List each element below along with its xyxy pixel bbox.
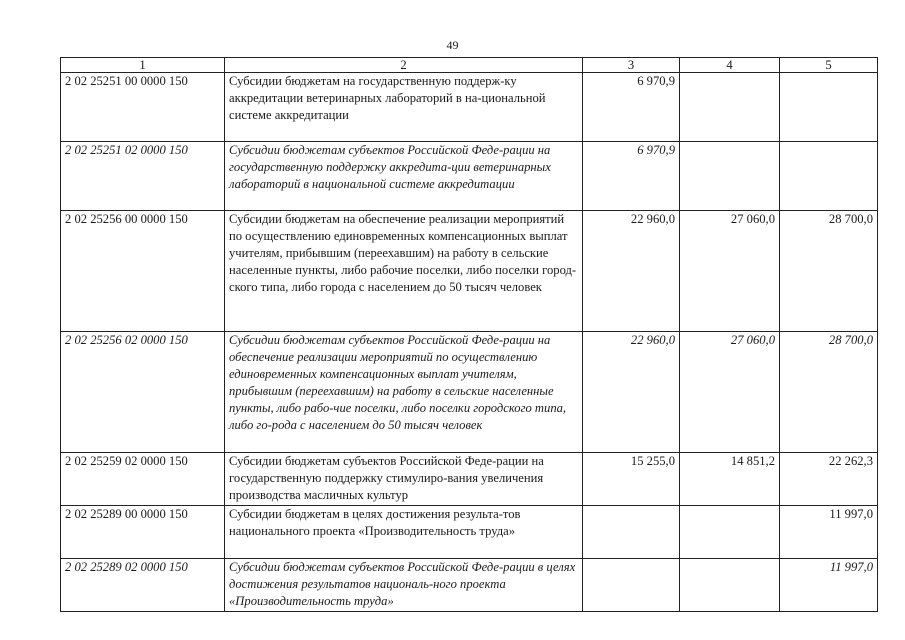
amount-cell bbox=[680, 73, 780, 142]
budget-code-cell: 2 02 25256 02 0000 150 bbox=[61, 332, 225, 453]
table-row bbox=[61, 211, 878, 332]
description-cell: Субсидии бюджетам на государственную поддерж-ку аккредитации ветеринарных лабораторий в на-циональной системе аккредитации bbox=[225, 73, 583, 142]
column-header: 2 bbox=[225, 58, 583, 73]
amount-cell: 27 060,0 bbox=[680, 211, 780, 332]
amount-cell: 6 970,9 bbox=[583, 73, 680, 142]
column-header: 4 bbox=[680, 58, 780, 73]
table-row bbox=[61, 332, 878, 453]
budget-code-cell: 2 02 25289 02 0000 150 bbox=[61, 559, 225, 612]
amount-cell: 14 851,2 bbox=[680, 453, 780, 506]
amount-cell bbox=[780, 142, 878, 211]
description-cell: Субсидии бюджетам субъектов Российской Феде-рации на обеспечение реализации мероприятий по осуществлению единовременных компенсационных выплат учителям, прибывшим (переехавшим) на работу в сельские населенные пункты, либо рабо-чие поселки, либо поселки городского типа, либо го-рода с населением до 50 тысяч человек bbox=[225, 332, 583, 453]
amount-cell bbox=[680, 506, 780, 559]
amount-cell bbox=[780, 73, 878, 142]
column-header: 3 bbox=[583, 58, 680, 73]
description-cell: Субсидии бюджетам в целях достижения результа-тов национального проекта «Производительность труда» bbox=[225, 506, 583, 559]
header-row bbox=[61, 58, 878, 73]
amount-cell: 22 960,0 bbox=[583, 332, 680, 453]
amount-cell: 11 997,0 bbox=[780, 559, 878, 612]
budget-code-cell: 2 02 25256 00 0000 150 bbox=[61, 211, 225, 332]
description-cell: Субсидии бюджетам субъектов Российской Феде-рации в целях достижения результатов националь-ного проекта «Производительность труда» bbox=[225, 559, 583, 612]
table-row bbox=[61, 73, 878, 142]
description-cell: Субсидии бюджетам субъектов Российской Феде-рации на государственную поддержку стимулиро-вания увеличения производства масличных культур bbox=[225, 453, 583, 506]
amount-cell: 27 060,0 bbox=[680, 332, 780, 453]
amount-cell: 15 255,0 bbox=[583, 453, 680, 506]
amount-cell: 22 960,0 bbox=[583, 211, 680, 332]
table-row bbox=[61, 559, 878, 612]
table-row bbox=[61, 142, 878, 211]
amount-cell bbox=[680, 142, 780, 211]
amount-cell: 6 970,9 bbox=[583, 142, 680, 211]
amount-cell bbox=[583, 506, 680, 559]
budget-table bbox=[60, 57, 878, 612]
table-row bbox=[61, 453, 878, 506]
amount-cell: 22 262,3 bbox=[780, 453, 878, 506]
column-header: 5 bbox=[780, 58, 878, 73]
column-header: 1 bbox=[61, 58, 225, 73]
amount-cell bbox=[680, 559, 780, 612]
budget-code-cell: 2 02 25251 02 0000 150 bbox=[61, 142, 225, 211]
description-cell: Субсидии бюджетам субъектов Российской Феде-рации на государственную поддержку аккредита-ции ветеринарных лабораторий в национальной системе аккредитации bbox=[225, 142, 583, 211]
table-row bbox=[61, 506, 878, 559]
budget-code-cell: 2 02 25259 02 0000 150 bbox=[61, 453, 225, 506]
budget-code-cell: 2 02 25289 00 0000 150 bbox=[61, 506, 225, 559]
budget-code-cell: 2 02 25251 00 0000 150 bbox=[61, 73, 225, 142]
page-number: 49 bbox=[446, 38, 459, 52]
amount-cell: 11 997,0 bbox=[780, 506, 878, 559]
description-cell: Субсидии бюджетам на обеспечение реализации мероприятий по осуществлению единовременных компенсационных выплат учителям, прибывшим (переехавшим) на работу в сельские населенные пункты, либо рабочие поселки, либо поселки город-ского типа, либо города с населением до 50 тысяч человек bbox=[225, 211, 583, 332]
amount-cell: 28 700,0 bbox=[780, 332, 878, 453]
amount-cell bbox=[583, 559, 680, 612]
amount-cell: 28 700,0 bbox=[780, 211, 878, 332]
